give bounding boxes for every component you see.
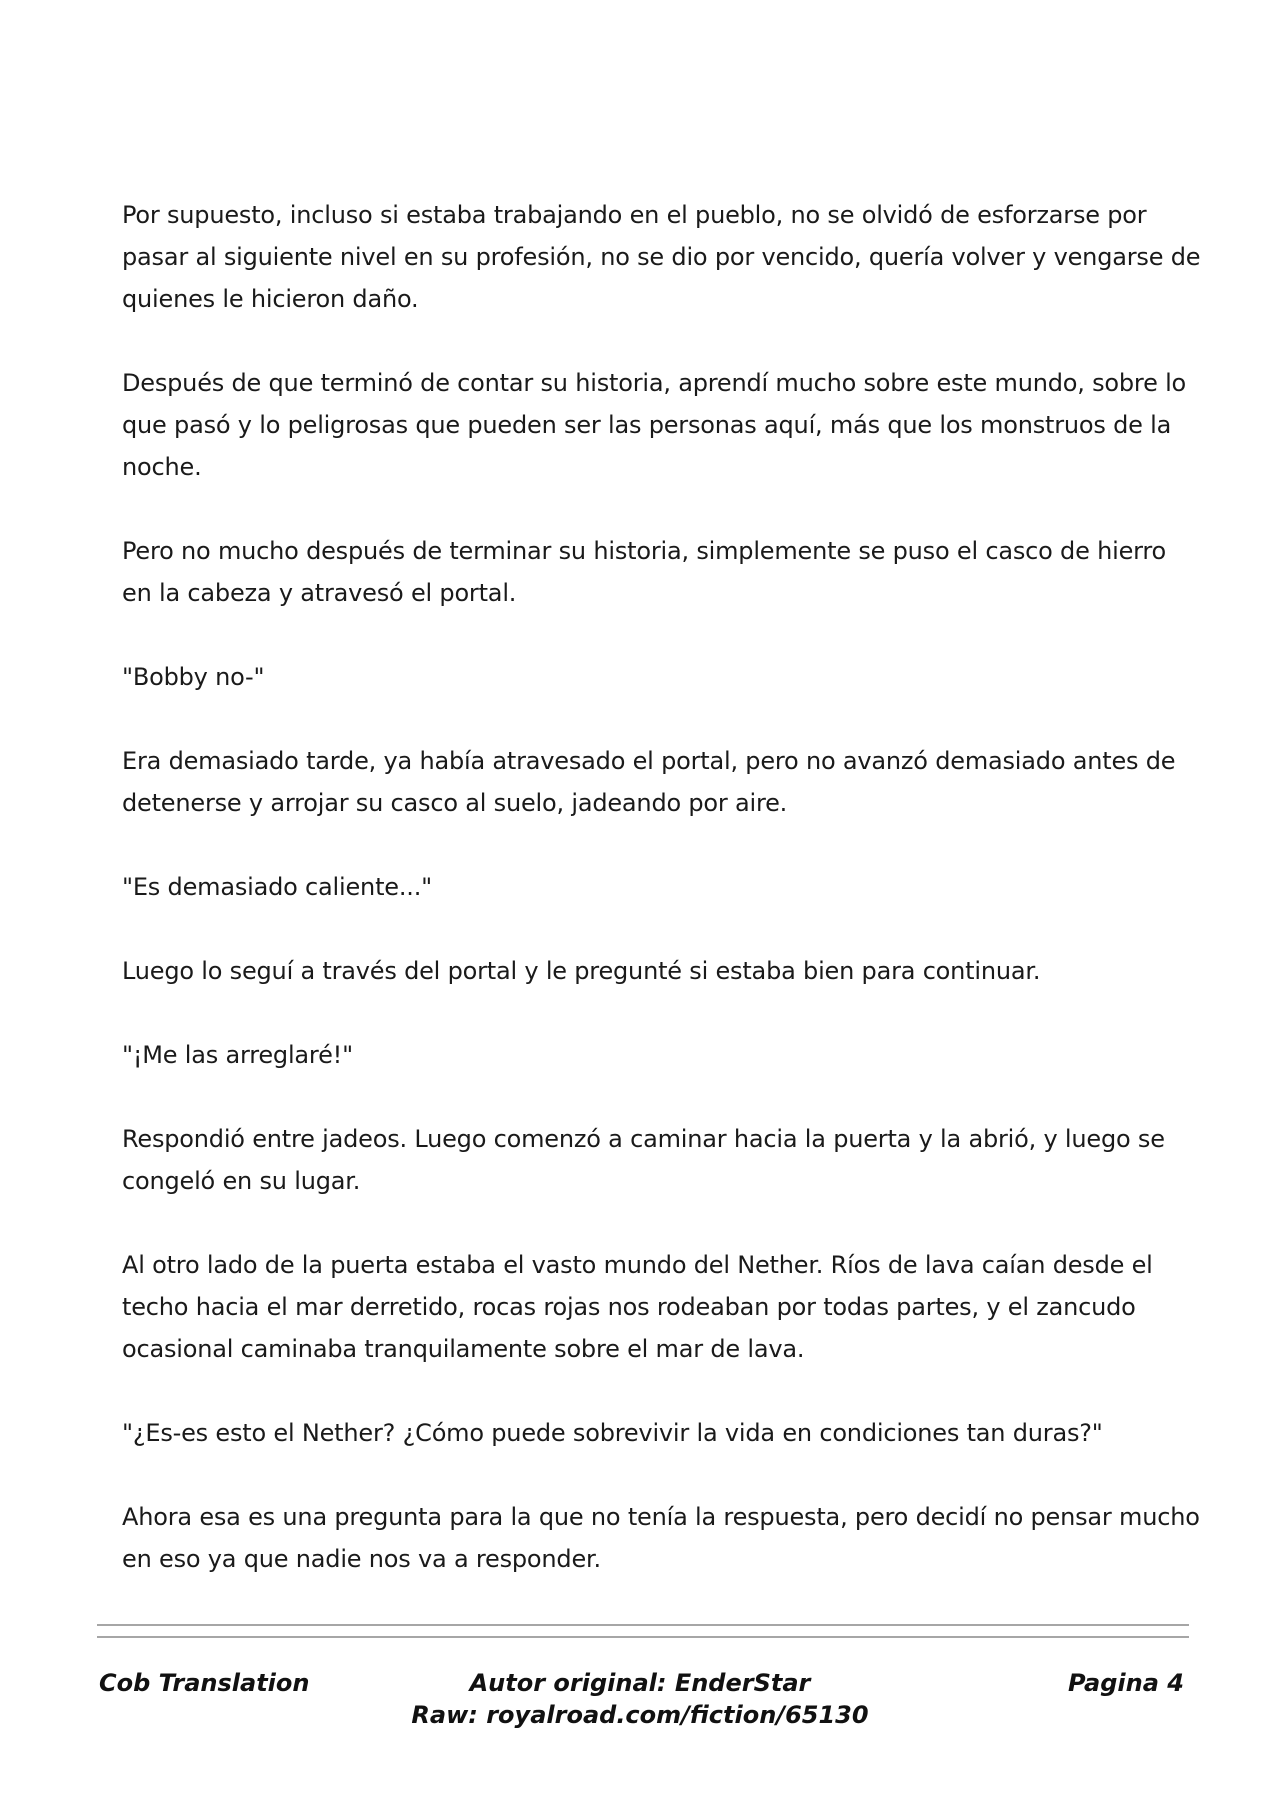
paragraph-1: Por supuesto, incluso si estaba trabajando en el pueblo, no se olvidó de esforzarse por pasar al siguiente nivel en su profesión, no se dio por vencido, quería volver y vengarse de quienes le hicieron daño. xyxy=(122,201,1201,313)
paragraph-8: "¡Me las arreglaré!" xyxy=(122,1041,353,1069)
paragraph-9: Respondió entre jadeos. Luego comenzó a caminar hacia la puerta y la abrió, y luego se congeló en su lugar. xyxy=(122,1125,1165,1195)
paragraph-2: Después de que terminó de contar su historia, aprendí mucho sobre este mundo, sobre lo que pasó y lo peligrosas que pueden ser las personas aquí, más que los monstruos de la noche. xyxy=(122,369,1187,481)
paragraph-11: "¿Es-es esto el Nether? ¿Cómo puede sobrevivir la vida en condiciones tan duras?" xyxy=(122,1419,1103,1447)
body-text xyxy=(122,194,1202,1622)
footer-author: Autor original: EnderStar xyxy=(469,1669,811,1697)
paragraph-12: Ahora esa es una pregunta para la que no tenía la respuesta, pero decidí no pensar mucho en eso ya que nadie nos va a responder. xyxy=(122,1503,1200,1573)
footer-divider-top xyxy=(97,1624,1189,1626)
footer-page-number: Pagina 4 xyxy=(1068,1669,1184,1697)
paragraph-5: Era demasiado tarde, ya había atravesado el portal, pero no avanzó demasiado antes de detenerse y arrojar su casco al suelo, jadeando por aire. xyxy=(122,747,1176,817)
footer-credits xyxy=(340,1667,940,1731)
footer-raw-link: Raw: royalroad.com/fiction/65130 xyxy=(411,1701,869,1729)
paragraph-6: "Es demasiado caliente..." xyxy=(122,873,432,901)
paragraph-4: "Bobby no-" xyxy=(122,663,265,691)
paragraph-10: Al otro lado de la puerta estaba el vasto mundo del Nether. Ríos de lava caían desde el techo hacia el mar derretido, rocas rojas nos rodeaban por todas partes, y el zancudo ocasional caminaba tranquilamente sobre el mar de lava. xyxy=(122,1251,1153,1363)
footer-divider-bottom xyxy=(97,1636,1189,1638)
footer-translator: Cob Translation xyxy=(99,1669,310,1697)
paragraph-3: Pero no mucho después de terminar su historia, simplemente se puso el casco de hierro en la cabeza y atravesó el portal. xyxy=(122,537,1167,607)
paragraph-7: Luego lo seguí a través del portal y le pregunté si estaba bien para continuar. xyxy=(122,957,1041,985)
